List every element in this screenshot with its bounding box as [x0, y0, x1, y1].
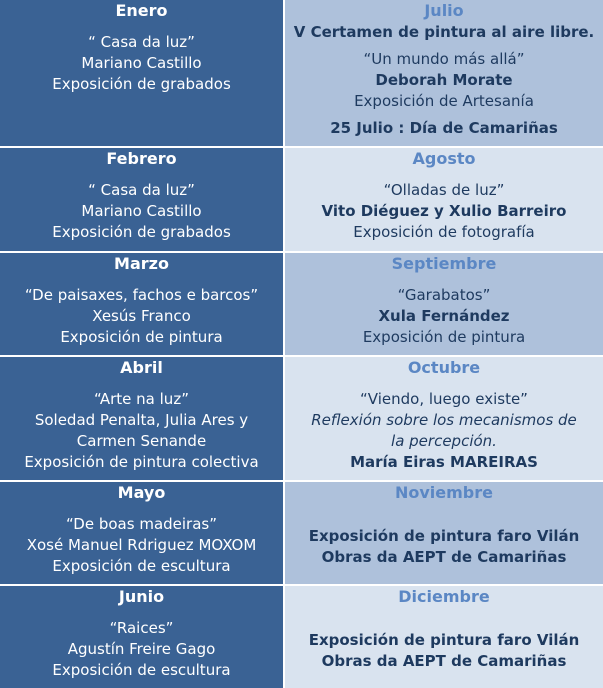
- month-title: Septiembre: [391, 254, 497, 273]
- artist-name: Carmen Senande: [76, 432, 207, 450]
- exhibition-subtitle: la percepción.: [391, 432, 497, 450]
- month-title: Febrero: [106, 149, 177, 168]
- calendar-row-febrero-agosto: [0, 148, 603, 253]
- exhibition-title: “Raices”: [109, 619, 174, 637]
- month-cell-abril: [0, 357, 285, 480]
- artist-name: Mariano Castillo: [81, 54, 202, 72]
- exhibition-type: Exposición de pintura colectiva: [24, 453, 259, 471]
- exhibition-type: Exposición de Artesanía: [354, 92, 534, 110]
- calendar-row-abril-octubre: [0, 357, 603, 482]
- exhibition-title: “Un mundo más allá”: [363, 50, 525, 68]
- artist-name: Xesús Franco: [92, 307, 191, 325]
- exhibition-title: Exposición de pintura faro Vilán: [308, 631, 580, 649]
- exhibition-title: Exposición de pintura faro Vilán: [308, 527, 580, 545]
- month-cell-mayo: [0, 482, 285, 584]
- artist-name: Agustín Freire Gago: [67, 640, 216, 658]
- exhibition-subtitle: Obras da AEPT de Camariñas: [321, 652, 567, 670]
- month-title: Abril: [120, 358, 163, 377]
- artist-name: Mariano Castillo: [81, 202, 202, 220]
- artist-name: Soledad Penalta, Julia Ares y: [34, 411, 249, 429]
- month-title: Octubre: [407, 358, 481, 377]
- calendar-row-mayo-noviembre: [0, 482, 603, 586]
- month-title: Marzo: [114, 254, 169, 273]
- exhibition-type: Exposición de pintura: [362, 328, 526, 346]
- exhibition-title: “Garabatos”: [397, 286, 491, 304]
- calendar-row-marzo-septiembre: [0, 253, 603, 357]
- exhibition-subtitle: Reflexión sobre los mecanismos de: [311, 411, 577, 429]
- month-cell-octubre: [285, 357, 603, 480]
- exhibition-title: “De boas madeiras”: [66, 515, 217, 533]
- exhibition-type: Exposición de fotografía: [353, 223, 535, 241]
- exhibition-type: Exposición de escultura: [52, 661, 231, 679]
- exhibition-title: “Viendo, luego existe”: [360, 390, 528, 408]
- month-title: Diciembre: [398, 587, 490, 606]
- exhibition-title: “De paisaxes, fachos e barcos”: [24, 286, 259, 304]
- month-cell-febrero: [0, 148, 285, 251]
- exhibition-title: “ Casa da luz”: [88, 33, 195, 51]
- exhibition-type: Exposición de grabados: [52, 223, 231, 241]
- exhibition-type: Exposición de escultura: [52, 557, 231, 575]
- month-cell-diciembre: [285, 586, 603, 688]
- exhibition-type: Exposición de pintura: [60, 328, 223, 346]
- exhibition-type: Exposición de grabados: [52, 75, 231, 93]
- artist-name: Deborah Morate: [375, 71, 513, 89]
- month-cell-enero: [0, 0, 285, 146]
- month-title: Agosto: [412, 149, 476, 168]
- month-title: Junio: [118, 587, 165, 606]
- artist-name: María Eiras MAREIRAS: [350, 453, 538, 471]
- month-title: Noviembre: [394, 483, 493, 502]
- month-cell-julio: [285, 0, 603, 146]
- month-cell-junio: [0, 586, 285, 688]
- exhibition-title: “Arte na luz”: [94, 390, 189, 408]
- month-cell-noviembre: [285, 482, 603, 584]
- calendar-row-junio-diciembre: [0, 586, 603, 688]
- artist-name: Xula Fernández: [378, 307, 510, 325]
- month-title: Enero: [115, 1, 168, 20]
- calendar-row-enero-julio: [0, 0, 603, 148]
- month-title: Mayo: [117, 483, 166, 502]
- exhibition-title: “Olladas de luz”: [383, 181, 505, 199]
- month-cell-septiembre: [285, 253, 603, 355]
- month-title: Julio: [424, 1, 464, 20]
- artist-name: Vito Diéguez y Xulio Barreiro: [321, 202, 567, 220]
- exhibition-title: “ Casa da luz”: [88, 181, 195, 199]
- exhibition-subtitle: Obras da AEPT de Camariñas: [321, 548, 567, 566]
- event-date: 25 Julio : Día de Camariñas: [330, 119, 558, 137]
- month-cell-agosto: [285, 148, 603, 251]
- month-cell-marzo: [0, 253, 285, 355]
- event-title: V Certamen de pintura al aire libre.: [293, 23, 595, 41]
- artist-name: Xosé Manuel Rdriguez MOXOM: [26, 536, 257, 554]
